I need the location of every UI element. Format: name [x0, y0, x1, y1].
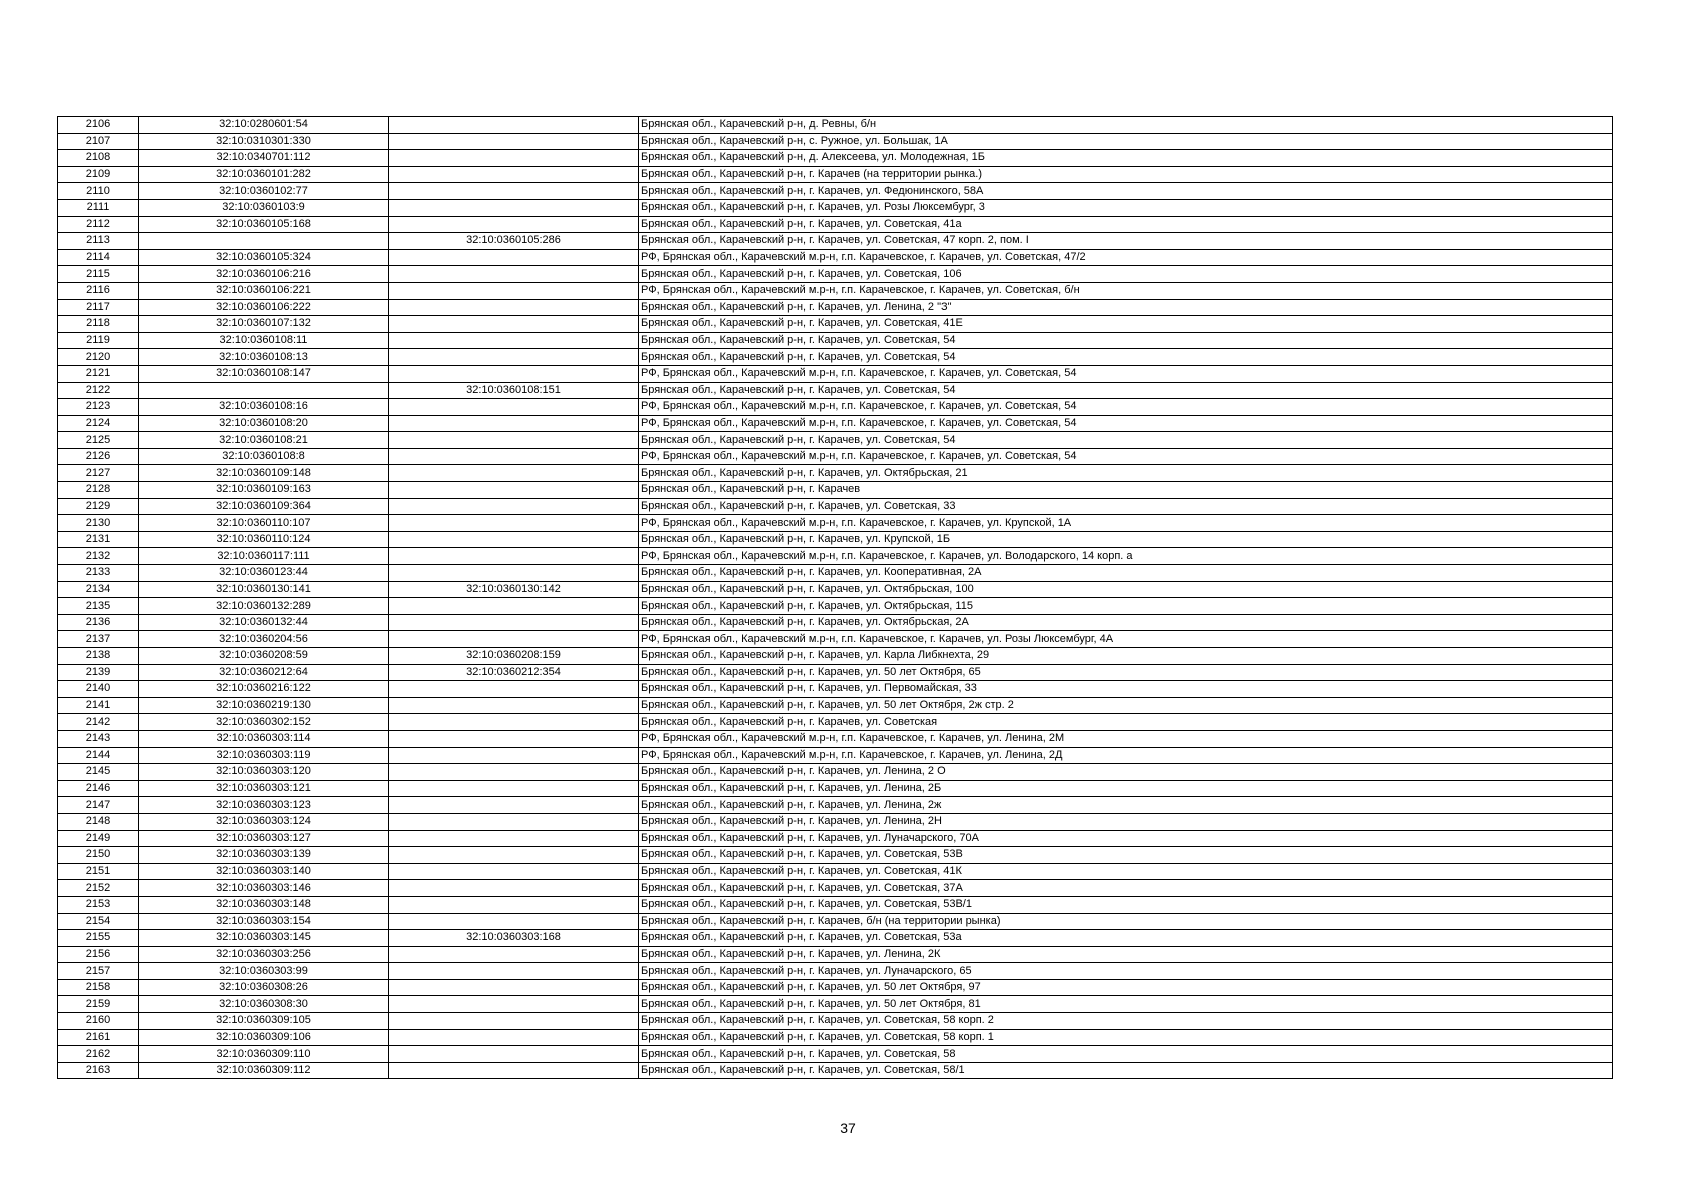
related-cadastral-number-cell	[389, 565, 639, 582]
related-cadastral-number-cell: 32:10:0360208:159	[389, 648, 639, 665]
table-row	[58, 282, 1613, 299]
related-cadastral-number-cell	[389, 880, 639, 897]
table-row	[58, 614, 1613, 631]
related-cadastral-number-cell	[389, 332, 639, 349]
address-cell: Брянская обл., Карачевский р-н, г. Карачев, ул. Крупской, 1Б	[639, 531, 1613, 548]
cadastral-number-cell: 32:10:0360106:221	[139, 282, 389, 299]
table-row	[58, 930, 1613, 947]
row-number-cell: 2149	[58, 830, 139, 847]
table-row	[58, 764, 1613, 781]
cadastral-number-cell: 32:10:0360108:20	[139, 415, 389, 432]
address-cell: Брянская обл., Карачевский р-н, г. Карачев, ул. Советская, 58/1	[639, 1062, 1613, 1079]
address-cell: Брянская обл., Карачевский р-н, г. Карачев, ул. Советская, 106	[639, 266, 1613, 283]
table-row	[58, 996, 1613, 1013]
cadastral-number-cell: 32:10:0360303:127	[139, 830, 389, 847]
row-number-cell: 2110	[58, 183, 139, 200]
table-row	[58, 946, 1613, 963]
row-number-cell: 2135	[58, 598, 139, 615]
related-cadastral-number-cell	[389, 730, 639, 747]
table-row	[58, 482, 1613, 499]
row-number-cell: 2154	[58, 913, 139, 930]
address-cell: Брянская обл., Карачевский р-н, г. Карачев, ул. Советская, 33	[639, 498, 1613, 515]
related-cadastral-number-cell	[389, 199, 639, 216]
cadastral-number-cell: 32:10:0360308:30	[139, 996, 389, 1013]
related-cadastral-number-cell	[389, 216, 639, 233]
cadastral-number-cell: 32:10:0360109:364	[139, 498, 389, 515]
row-number-cell: 2163	[58, 1062, 139, 1079]
row-number-cell: 2109	[58, 166, 139, 183]
table-row	[58, 266, 1613, 283]
related-cadastral-number-cell	[389, 797, 639, 814]
cadastral-number-cell: 32:10:0360106:216	[139, 266, 389, 283]
address-cell: Брянская обл., Карачевский р-н, г. Карачев, ул. Октябрьская, 21	[639, 465, 1613, 482]
cadastral-number-cell: 32:10:0360303:119	[139, 747, 389, 764]
related-cadastral-number-cell	[389, 117, 639, 134]
related-cadastral-number-cell	[389, 166, 639, 183]
address-cell: РФ, Брянская обл., Карачевский м.р-н, г.п. Карачевское, г. Карачев, ул. Советская, 54	[639, 415, 1613, 432]
address-cell: Брянская обл., Карачевский р-н, г. Карачев, ул. Советская	[639, 714, 1613, 731]
address-cell: Брянская обл., Карачевский р-н, г. Карачев, ул. Первомайская, 33	[639, 681, 1613, 698]
cadastral-number-cell: 32:10:0360101:282	[139, 166, 389, 183]
address-cell: Брянская обл., Карачевский р-н, г. Карачев, ул. Советская, 53В/1	[639, 896, 1613, 913]
related-cadastral-number-cell	[389, 847, 639, 864]
row-number-cell: 2129	[58, 498, 139, 515]
row-number-cell: 2162	[58, 1046, 139, 1063]
cadastral-number-cell: 32:10:0360309:106	[139, 1029, 389, 1046]
row-number-cell: 2155	[58, 930, 139, 947]
address-cell: Брянская обл., Карачевский р-н, г. Карачев, ул. Советская, 58 корп. 2	[639, 1013, 1613, 1030]
cadastral-number-cell: 32:10:0360303:256	[139, 946, 389, 963]
table-row	[58, 548, 1613, 565]
address-cell: РФ, Брянская обл., Карачевский м.р-н, г.п. Карачевское, г. Карачев, ул. Советская, б/н	[639, 282, 1613, 299]
address-cell: Брянская обл., Карачевский р-н, г. Карачев, ул. 50 лет Октября, 81	[639, 996, 1613, 1013]
row-number-cell: 2131	[58, 531, 139, 548]
table-row	[58, 797, 1613, 814]
address-cell: Брянская обл., Карачевский р-н, г. Карачев, ул. Ленина, 2 О	[639, 764, 1613, 781]
related-cadastral-number-cell	[389, 1013, 639, 1030]
table-row	[58, 681, 1613, 698]
address-cell: Брянская обл., Карачевский р-н, д. Ревны, б/н	[639, 117, 1613, 134]
address-cell: Брянская обл., Карачевский р-н, д. Алексеева, ул. Молодежная, 1Б	[639, 150, 1613, 167]
table-row	[58, 166, 1613, 183]
table-row	[58, 581, 1613, 598]
table-row	[58, 730, 1613, 747]
related-cadastral-number-cell	[389, 282, 639, 299]
row-number-cell: 2145	[58, 764, 139, 781]
table-row	[58, 233, 1613, 250]
registry-table	[57, 116, 1613, 1079]
address-cell: Брянская обл., Карачевский р-н, г. Карачев, ул. Советская, 37А	[639, 880, 1613, 897]
row-number-cell: 2139	[58, 664, 139, 681]
row-number-cell: 2158	[58, 979, 139, 996]
address-cell: Брянская обл., Карачевский р-н, г. Карачев, ул. Ленина, 2ж	[639, 797, 1613, 814]
address-cell: РФ, Брянская обл., Карачевский м.р-н, г.п. Карачевское, г. Карачев, ул. Советская, 54	[639, 365, 1613, 382]
table-row	[58, 399, 1613, 416]
related-cadastral-number-cell	[389, 432, 639, 449]
cadastral-number-cell: 32:10:0360303:140	[139, 863, 389, 880]
related-cadastral-number-cell	[389, 780, 639, 797]
address-cell: Брянская обл., Карачевский р-н, г. Карачев, ул. Ленина, 2Н	[639, 813, 1613, 830]
row-number-cell: 2106	[58, 117, 139, 134]
related-cadastral-number-cell	[389, 1062, 639, 1079]
table-row	[58, 332, 1613, 349]
table-row	[58, 216, 1613, 233]
row-number-cell: 2151	[58, 863, 139, 880]
address-cell: Брянская обл., Карачевский р-н, г. Карачев (на территории рынка.)	[639, 166, 1613, 183]
row-number-cell: 2150	[58, 847, 139, 864]
related-cadastral-number-cell	[389, 764, 639, 781]
cadastral-number-cell: 32:10:0360108:147	[139, 365, 389, 382]
address-cell: Брянская обл., Карачевский р-н, г. Карачев, ул. Советская, 47 корп. 2, пом. I	[639, 233, 1613, 250]
address-cell: Брянская обл., Карачевский р-н, г. Карачев, ул. Октябрьская, 115	[639, 598, 1613, 615]
row-number-cell: 2112	[58, 216, 139, 233]
table-row	[58, 415, 1613, 432]
cadastral-number-cell: 32:10:0360303:121	[139, 780, 389, 797]
address-cell: Брянская обл., Карачевский р-н, г. Карачев, ул. Ленина, 2К	[639, 946, 1613, 963]
related-cadastral-number-cell	[389, 531, 639, 548]
row-number-cell: 2144	[58, 747, 139, 764]
related-cadastral-number-cell: 32:10:0360212:354	[389, 664, 639, 681]
cadastral-number-cell: 32:10:0360108:8	[139, 448, 389, 465]
cadastral-number-cell: 32:10:0360102:77	[139, 183, 389, 200]
cadastral-number-cell: 32:10:0360110:107	[139, 515, 389, 532]
related-cadastral-number-cell	[389, 415, 639, 432]
table-row	[58, 863, 1613, 880]
related-cadastral-number-cell	[389, 150, 639, 167]
address-cell: Брянская обл., Карачевский р-н, г. Карачев, ул. 50 лет Октября, 2ж стр. 2	[639, 697, 1613, 714]
cadastral-number-cell: 32:10:0310301:330	[139, 133, 389, 150]
related-cadastral-number-cell	[389, 979, 639, 996]
related-cadastral-number-cell	[389, 896, 639, 913]
table-row	[58, 714, 1613, 731]
address-cell: Брянская обл., Карачевский р-н, с. Ружное, ул. Большак, 1А	[639, 133, 1613, 150]
related-cadastral-number-cell: 32:10:0360130:142	[389, 581, 639, 598]
row-number-cell: 2128	[58, 482, 139, 499]
cadastral-number-cell: 32:10:0360110:124	[139, 531, 389, 548]
registry-table-body	[58, 117, 1613, 1079]
row-number-cell: 2152	[58, 880, 139, 897]
cadastral-number-cell: 32:10:0360303:124	[139, 813, 389, 830]
row-number-cell: 2120	[58, 349, 139, 366]
related-cadastral-number-cell	[389, 183, 639, 200]
row-number-cell: 2113	[58, 233, 139, 250]
cadastral-number-cell: 32:10:0360105:324	[139, 249, 389, 266]
cadastral-number-cell: 32:10:0360108:16	[139, 399, 389, 416]
related-cadastral-number-cell	[389, 747, 639, 764]
row-number-cell: 2125	[58, 432, 139, 449]
cadastral-number-cell: 32:10:0360303:114	[139, 730, 389, 747]
cadastral-number-cell: 32:10:0360303:154	[139, 913, 389, 930]
address-cell: Брянская обл., Карачевский р-н, г. Карачев, ул. Федюнинского, 58А	[639, 183, 1613, 200]
related-cadastral-number-cell	[389, 813, 639, 830]
table-row	[58, 150, 1613, 167]
cadastral-number-cell: 32:10:0360132:289	[139, 598, 389, 615]
row-number-cell: 2114	[58, 249, 139, 266]
row-number-cell: 2117	[58, 299, 139, 316]
address-cell: Брянская обл., Карачевский р-н, г. Карачев, ул. 50 лет Октября, 97	[639, 979, 1613, 996]
table-row	[58, 498, 1613, 515]
table-row	[58, 133, 1613, 150]
row-number-cell: 2160	[58, 1013, 139, 1030]
table-row	[58, 365, 1613, 382]
row-number-cell: 2119	[58, 332, 139, 349]
cadastral-number-cell: 32:10:0360107:132	[139, 316, 389, 333]
row-number-cell: 2148	[58, 813, 139, 830]
table-row	[58, 631, 1613, 648]
cadastral-number-cell: 32:10:0360303:146	[139, 880, 389, 897]
row-number-cell: 2137	[58, 631, 139, 648]
row-number-cell: 2121	[58, 365, 139, 382]
row-number-cell: 2161	[58, 1029, 139, 1046]
related-cadastral-number-cell: 32:10:0360303:168	[389, 930, 639, 947]
address-cell: Брянская обл., Карачевский р-н, г. Карачев, ул. Октябрьская, 100	[639, 581, 1613, 598]
address-cell: Брянская обл., Карачевский р-н, г. Карачев, ул. Луначарского, 65	[639, 963, 1613, 980]
related-cadastral-number-cell	[389, 1046, 639, 1063]
cadastral-number-cell	[139, 382, 389, 399]
address-cell: РФ, Брянская обл., Карачевский м.р-н, г.п. Карачевское, г. Карачев, ул. Советская, 54	[639, 399, 1613, 416]
table-row	[58, 697, 1613, 714]
cadastral-number-cell: 32:10:0360212:64	[139, 664, 389, 681]
table-row	[58, 598, 1613, 615]
table-row	[58, 1013, 1613, 1030]
table-row	[58, 432, 1613, 449]
address-cell: Брянская обл., Карачевский р-н, г. Карачев, ул. Советская, 58 корп. 1	[639, 1029, 1613, 1046]
related-cadastral-number-cell	[389, 448, 639, 465]
cadastral-number-cell: 32:10:0360309:110	[139, 1046, 389, 1063]
address-cell: Брянская обл., Карачевский р-н, г. Карачев, ул. Советская, 54	[639, 382, 1613, 399]
row-number-cell: 2108	[58, 150, 139, 167]
cadastral-number-cell: 32:10:0360208:59	[139, 648, 389, 665]
related-cadastral-number-cell	[389, 830, 639, 847]
related-cadastral-number-cell	[389, 399, 639, 416]
cadastral-number-cell: 32:10:0360309:105	[139, 1013, 389, 1030]
address-cell: Брянская обл., Карачевский р-н, г. Карачев, ул. Ленина, 2Б	[639, 780, 1613, 797]
cadastral-number-cell: 32:10:0360204:56	[139, 631, 389, 648]
row-number-cell: 2159	[58, 996, 139, 1013]
related-cadastral-number-cell	[389, 1029, 639, 1046]
related-cadastral-number-cell	[389, 133, 639, 150]
row-number-cell: 2126	[58, 448, 139, 465]
row-number-cell: 2124	[58, 415, 139, 432]
address-cell: Брянская обл., Карачевский р-н, г. Карачев, ул. Розы Люксембург, 3	[639, 199, 1613, 216]
address-cell: Брянская обл., Карачевский р-н, г. Карачев, ул. Советская, 41Е	[639, 316, 1613, 333]
table-row	[58, 1046, 1613, 1063]
related-cadastral-number-cell	[389, 963, 639, 980]
related-cadastral-number-cell	[389, 465, 639, 482]
address-cell: Брянская обл., Карачевский р-н, г. Карачев, ул. Советская, 53В	[639, 847, 1613, 864]
table-row	[58, 847, 1613, 864]
row-number-cell: 2146	[58, 780, 139, 797]
address-cell: РФ, Брянская обл., Карачевский м.р-н, г.п. Карачевское, г. Карачев, ул. Ленина, 2М	[639, 730, 1613, 747]
table-row	[58, 249, 1613, 266]
row-number-cell: 2157	[58, 963, 139, 980]
row-number-cell: 2130	[58, 515, 139, 532]
row-number-cell: 2136	[58, 614, 139, 631]
related-cadastral-number-cell	[389, 946, 639, 963]
cadastral-number-cell: 32:10:0340701:112	[139, 150, 389, 167]
row-number-cell: 2122	[58, 382, 139, 399]
related-cadastral-number-cell	[389, 996, 639, 1013]
cadastral-number-cell: 32:10:0360308:26	[139, 979, 389, 996]
related-cadastral-number-cell	[389, 299, 639, 316]
row-number-cell: 2153	[58, 896, 139, 913]
row-number-cell: 2147	[58, 797, 139, 814]
cadastral-number-cell	[139, 233, 389, 250]
address-cell: Брянская обл., Карачевский р-н, г. Карачев, ул. 50 лет Октября, 65	[639, 664, 1613, 681]
row-number-cell: 2132	[58, 548, 139, 565]
row-number-cell: 2140	[58, 681, 139, 698]
related-cadastral-number-cell	[389, 316, 639, 333]
table-row	[58, 664, 1613, 681]
table-row	[58, 349, 1613, 366]
row-number-cell: 2127	[58, 465, 139, 482]
address-cell: Брянская обл., Карачевский р-н, г. Карачев, ул. Советская, 58	[639, 1046, 1613, 1063]
address-cell: РФ, Брянская обл., Карачевский м.р-н, г.п. Карачевское, г. Карачев, ул. Советская, 54	[639, 448, 1613, 465]
address-cell: РФ, Брянская обл., Карачевский м.р-н, г.п. Карачевское, г. Карачев, ул. Володарского, 14 корп. а	[639, 548, 1613, 565]
table-row	[58, 830, 1613, 847]
row-number-cell: 2142	[58, 714, 139, 731]
address-cell: Брянская обл., Карачевский р-н, г. Карачев, б/н (на территории рынка)	[639, 913, 1613, 930]
table-row	[58, 382, 1613, 399]
row-number-cell: 2156	[58, 946, 139, 963]
related-cadastral-number-cell	[389, 681, 639, 698]
cadastral-number-cell: 32:10:0360216:122	[139, 681, 389, 698]
table-row	[58, 199, 1613, 216]
table-row	[58, 565, 1613, 582]
related-cadastral-number-cell	[389, 482, 639, 499]
table-row	[58, 979, 1613, 996]
table-row	[58, 1062, 1613, 1079]
cadastral-number-cell: 32:10:0360103:9	[139, 199, 389, 216]
row-number-cell: 2118	[58, 316, 139, 333]
related-cadastral-number-cell	[389, 598, 639, 615]
row-number-cell: 2107	[58, 133, 139, 150]
cadastral-number-cell: 32:10:0360123:44	[139, 565, 389, 582]
row-number-cell: 2143	[58, 730, 139, 747]
cadastral-number-cell: 32:10:0360108:11	[139, 332, 389, 349]
table-row	[58, 465, 1613, 482]
related-cadastral-number-cell: 32:10:0360105:286	[389, 233, 639, 250]
table-row	[58, 183, 1613, 200]
cadastral-number-cell: 32:10:0360303:120	[139, 764, 389, 781]
cadastral-number-cell: 32:10:0360303:123	[139, 797, 389, 814]
related-cadastral-number-cell	[389, 614, 639, 631]
address-cell: РФ, Брянская обл., Карачевский м.р-н, г.п. Карачевское, г. Карачев, ул. Советская, 47/2	[639, 249, 1613, 266]
table-row	[58, 299, 1613, 316]
cadastral-number-cell: 32:10:0360302:152	[139, 714, 389, 731]
related-cadastral-number-cell: 32:10:0360108:151	[389, 382, 639, 399]
related-cadastral-number-cell	[389, 548, 639, 565]
table-row	[58, 963, 1613, 980]
related-cadastral-number-cell	[389, 913, 639, 930]
cadastral-number-cell: 32:10:0360132:44	[139, 614, 389, 631]
address-cell: РФ, Брянская обл., Карачевский м.р-н, г.п. Карачевское, г. Карачев, ул. Крупской, 1А	[639, 515, 1613, 532]
related-cadastral-number-cell	[389, 349, 639, 366]
cadastral-number-cell: 32:10:0360303:145	[139, 930, 389, 947]
address-cell: Брянская обл., Карачевский р-н, г. Карачев, ул. Советская, 54	[639, 432, 1613, 449]
address-cell: Брянская обл., Карачевский р-н, г. Карачев, ул. Кооперативная, 2А	[639, 565, 1613, 582]
related-cadastral-number-cell	[389, 631, 639, 648]
table-row	[58, 813, 1613, 830]
address-cell: Брянская обл., Карачевский р-н, г. Карачев, ул. Советская, 54	[639, 332, 1613, 349]
address-cell: РФ, Брянская обл., Карачевский м.р-н, г.п. Карачевское, г. Карачев, ул. Розы Люксембург, 4А	[639, 631, 1613, 648]
row-number-cell: 2138	[58, 648, 139, 665]
cadastral-number-cell: 32:10:0360309:112	[139, 1062, 389, 1079]
cadastral-number-cell: 32:10:0360130:141	[139, 581, 389, 598]
cadastral-number-cell: 32:10:0360106:222	[139, 299, 389, 316]
related-cadastral-number-cell	[389, 697, 639, 714]
address-cell: Брянская обл., Карачевский р-н, г. Карачев, ул. Советская, 41К	[639, 863, 1613, 880]
table-row	[58, 896, 1613, 913]
table-row	[58, 515, 1613, 532]
row-number-cell: 2123	[58, 399, 139, 416]
cadastral-number-cell: 32:10:0360303:99	[139, 963, 389, 980]
cadastral-number-cell: 32:10:0360108:13	[139, 349, 389, 366]
table-row	[58, 913, 1613, 930]
related-cadastral-number-cell	[389, 498, 639, 515]
address-cell: Брянская обл., Карачевский р-н, г. Карачев, ул. Советская, 54	[639, 349, 1613, 366]
cadastral-number-cell: 32:10:0360105:168	[139, 216, 389, 233]
row-number-cell: 2134	[58, 581, 139, 598]
table-row	[58, 648, 1613, 665]
table-row	[58, 316, 1613, 333]
cadastral-number-cell: 32:10:0360219:130	[139, 697, 389, 714]
related-cadastral-number-cell	[389, 714, 639, 731]
address-cell: Брянская обл., Карачевский р-н, г. Карачев	[639, 482, 1613, 499]
address-cell: Брянская обл., Карачевский р-н, г. Карачев, ул. Октябрьская, 2А	[639, 614, 1613, 631]
related-cadastral-number-cell	[389, 266, 639, 283]
address-cell: Брянская обл., Карачевский р-н, г. Карачев, ул. Луначарского, 70А	[639, 830, 1613, 847]
related-cadastral-number-cell	[389, 863, 639, 880]
cadastral-number-cell: 32:10:0360109:148	[139, 465, 389, 482]
address-cell: Брянская обл., Карачевский р-н, г. Карачев, ул. Советская, 41а	[639, 216, 1613, 233]
related-cadastral-number-cell	[389, 365, 639, 382]
address-cell: Брянская обл., Карачевский р-н, г. Карачев, ул. Карла Либкнехта, 29	[639, 648, 1613, 665]
row-number-cell: 2116	[58, 282, 139, 299]
related-cadastral-number-cell	[389, 249, 639, 266]
cadastral-number-cell: 32:10:0360303:148	[139, 896, 389, 913]
table-row	[58, 747, 1613, 764]
address-cell: Брянская обл., Карачевский р-н, г. Карачев, ул. Советская, 53а	[639, 930, 1613, 947]
row-number-cell: 2111	[58, 199, 139, 216]
cadastral-number-cell: 32:10:0360303:139	[139, 847, 389, 864]
row-number-cell: 2133	[58, 565, 139, 582]
table-row	[58, 117, 1613, 134]
table-row	[58, 1029, 1613, 1046]
cadastral-number-cell: 32:10:0360108:21	[139, 432, 389, 449]
table-row	[58, 880, 1613, 897]
cadastral-number-cell: 32:10:0280601:54	[139, 117, 389, 134]
cadastral-number-cell: 32:10:0360109:163	[139, 482, 389, 499]
row-number-cell: 2115	[58, 266, 139, 283]
table-row	[58, 780, 1613, 797]
page-number: 37	[840, 1120, 856, 1136]
related-cadastral-number-cell	[389, 515, 639, 532]
address-cell: Брянская обл., Карачевский р-н, г. Карачев, ул. Ленина, 2 "З"	[639, 299, 1613, 316]
row-number-cell: 2141	[58, 697, 139, 714]
address-cell: РФ, Брянская обл., Карачевский м.р-н, г.п. Карачевское, г. Карачев, ул. Ленина, 2Д	[639, 747, 1613, 764]
cadastral-number-cell: 32:10:0360117:111	[139, 548, 389, 565]
table-row	[58, 448, 1613, 465]
table-row	[58, 531, 1613, 548]
